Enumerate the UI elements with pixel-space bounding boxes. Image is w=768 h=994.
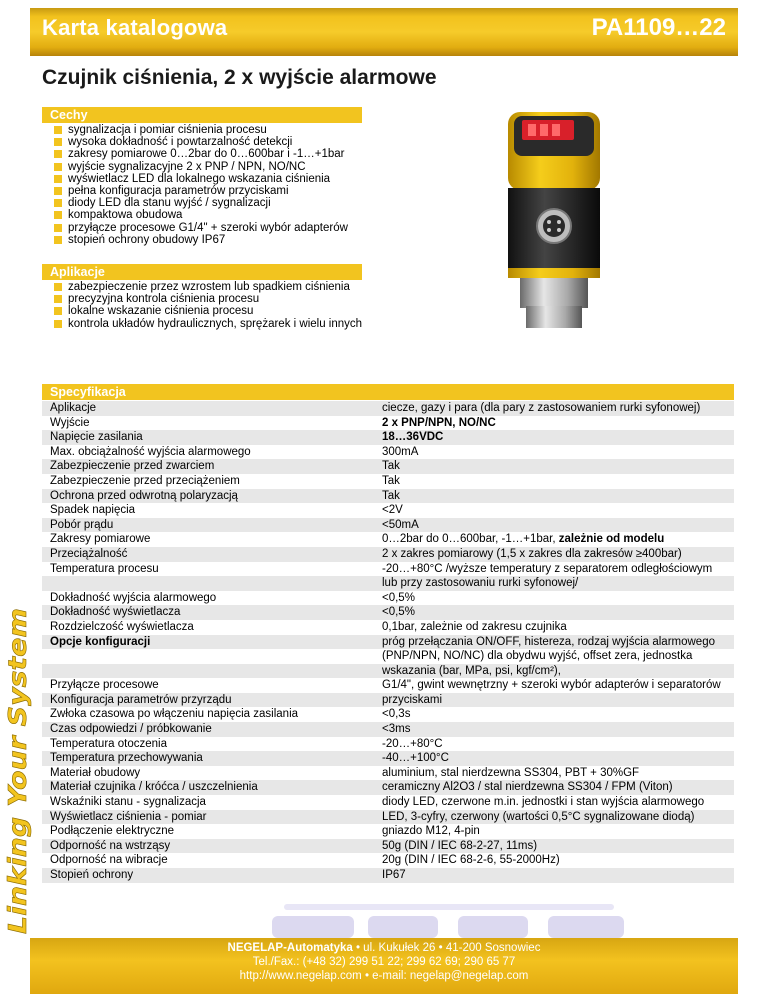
list-item: zakresy pomiarowe 0…2bar do 0…600bar i -1…+1bar: [54, 148, 348, 160]
table-row: [42, 707, 734, 722]
table-row: [42, 810, 734, 825]
spec-label: [42, 649, 374, 664]
spec-label: Temperatura procesu: [42, 562, 374, 577]
spec-label: Napięcie zasilania: [42, 430, 374, 445]
applications-list: [54, 281, 362, 330]
spec-value: <50mA: [374, 518, 734, 533]
spec-value: 0,1bar, zależnie od zakresu czujnika: [374, 620, 734, 635]
table-row: [42, 416, 734, 431]
applications-heading: Aplikacje: [42, 264, 362, 280]
spec-value: -20…+80°C: [374, 737, 734, 752]
spec-label: [42, 576, 374, 591]
table-row: [42, 591, 734, 606]
table-row: [42, 489, 734, 504]
spec-label: Max. obciążalność wyjścia alarmowego: [42, 445, 374, 460]
table-row: [42, 853, 734, 868]
list-item: wysoka dokładność i powtarzalność detekcji: [54, 136, 348, 148]
footer-company: NEGELAP-Automatyka: [227, 942, 353, 954]
footer-phone: Tel./Fax.: (+48 32) 299 51 22; 299 62 69; 290 65 77: [252, 956, 516, 968]
spec-label: Rozdzielczość wyświetlacza: [42, 620, 374, 635]
spec-label: Wyświetlacz ciśnienia - pomiar: [42, 810, 374, 825]
spec-label: Spadek napięcia: [42, 503, 374, 518]
spec-label: Zabezpieczenie przed zwarciem: [42, 459, 374, 474]
table-row: [42, 678, 734, 693]
table-row: [42, 474, 734, 489]
spec-label: Ochrona przed odwrotną polaryzacją: [42, 489, 374, 504]
spec-label: Czas odpowiedzi / próbkowanie: [42, 722, 374, 737]
spec-value: ceramiczny Al2O3 / stal nierdzewna SS304 / FPM (Viton): [374, 780, 734, 795]
list-item: zabezpieczenie przez wzrostem lub spadkiem ciśnienia: [54, 281, 362, 293]
spec-label: Opcje konfiguracji: [42, 635, 374, 650]
spec-label: Odporność na wstrząsy: [42, 839, 374, 854]
spec-label: Zwłoka czasowa po włączeniu napięcia zasilania: [42, 707, 374, 722]
page-title: Czujnik ciśnienia, 2 x wyjście alarmowe: [42, 66, 437, 89]
spec-label: Materiał czujnika / króćca / uszczelnienia: [42, 780, 374, 795]
list-item: przyłącze procesowe G1/4" + szeroki wybór adapterów: [54, 222, 348, 234]
header-model: PA1109…22: [591, 14, 726, 41]
table-row: [42, 824, 734, 839]
spec-value: <0,5%: [374, 591, 734, 606]
spec-label: Przeciążalność: [42, 547, 374, 562]
features-list: [54, 124, 348, 246]
list-item: kompaktowa obudowa: [54, 209, 348, 221]
spec-label: Dokładność wyjścia alarmowego: [42, 591, 374, 606]
spec-label: Podłączenie elektryczne: [42, 824, 374, 839]
spec-value: 0…2bar do 0…600bar, -1…+1bar, zależnie od modelu: [374, 532, 734, 547]
table-row: [42, 430, 734, 445]
spec-value: G1/4", gwint wewnętrzny + szeroki wybór adapterów i separatorów: [374, 678, 734, 693]
spec-label: Stopień ochrony: [42, 868, 374, 883]
table-row: [42, 795, 734, 810]
spec-label: Dokładność wyświetlacza: [42, 605, 374, 620]
table-row: [42, 780, 734, 795]
spec-value: 20g (DIN / IEC 68-2-6, 55-2000Hz): [374, 853, 734, 868]
list-item: precyzyjna kontrola ciśnienia procesu: [54, 293, 362, 305]
list-item: diody LED dla stanu wyjść / sygnalizacji: [54, 197, 348, 209]
table-row: [42, 766, 734, 781]
table-row: [42, 649, 734, 664]
table-row: [42, 401, 734, 416]
list-item: kontrola układów hydraulicznych, sprężarek i wielu innych: [54, 318, 362, 330]
spec-value: wskazania (bar, MPa, psi, kgf/cm²),: [374, 664, 734, 679]
spec-value: przyciskami: [374, 693, 734, 708]
footer: [30, 938, 738, 994]
list-item: stopień ochrony obudowy IP67: [54, 234, 348, 246]
spec-value: 18…36VDC: [374, 430, 734, 445]
spec-value: aluminium, stal nierdzewna SS304, PBT + 30%GF: [374, 766, 734, 781]
spec-value: Tak: [374, 459, 734, 474]
spec-label: [42, 664, 374, 679]
spec-label: Zabezpieczenie przed przeciążeniem: [42, 474, 374, 489]
spec-value: (PNP/NPN, NO/NC) dla obydwu wyjść, offset zera, jednostka: [374, 649, 734, 664]
footer-address: • ul. Kukułek 26 • 41-200 Sosnowiec: [352, 942, 541, 954]
spec-value: 300mA: [374, 445, 734, 460]
spec-value: <0,3s: [374, 707, 734, 722]
table-row: [42, 620, 734, 635]
spec-value: diody LED, czerwone m.in. jednostki i stan wyjścia alarmowego: [374, 795, 734, 810]
spec-value: 2 x zakres pomiarowy (1,5 x zakres dla zakresów ≥400bar): [374, 547, 734, 562]
table-row: [42, 459, 734, 474]
spec-label: Wyjście: [42, 416, 374, 431]
table-row: [42, 445, 734, 460]
spec-label: Aplikacje: [42, 401, 374, 416]
table-row: [42, 868, 734, 883]
list-item: pełna konfiguracja parametrów przyciskami: [54, 185, 348, 197]
spec-label: Przyłącze procesowe: [42, 678, 374, 693]
spec-value: Tak: [374, 489, 734, 504]
list-item: wyświetlacz LED dla lokalnego wskazania ciśnienia: [54, 173, 348, 185]
table-row: [42, 839, 734, 854]
footer-web: http://www.negelap.com • e-mail: negelap@negelap.com: [239, 970, 529, 982]
side-slogan: [3, 606, 32, 936]
table-row: [42, 503, 734, 518]
spec-value: LED, 3-cyfry, czerwony (wartości 0,5°C sygnalizowane diodą): [374, 810, 734, 825]
spec-label: Odporność na wibracje: [42, 853, 374, 868]
watermark-logo: [272, 904, 624, 938]
table-row: [42, 547, 734, 562]
table-row: [42, 664, 734, 679]
list-item: lokalne wskazanie ciśnienia procesu: [54, 305, 362, 317]
spec-label: Temperatura otoczenia: [42, 737, 374, 752]
spec-label: Pobór prądu: [42, 518, 374, 533]
header-title: Karta katalogowa: [42, 15, 228, 40]
spec-label: Temperatura przechowywania: [42, 751, 374, 766]
header: [0, 0, 768, 62]
list-item: sygnalizacja i pomiar ciśnienia procesu: [54, 124, 348, 136]
table-row: [42, 722, 734, 737]
pressure-sensor-image: [492, 108, 616, 332]
features-heading: Cechy: [42, 107, 362, 123]
spec-value: 50g (DIN / IEC 68-2-27, 11ms): [374, 839, 734, 854]
table-row: [42, 562, 734, 577]
spec-value: <2V: [374, 503, 734, 518]
svg-text:Linking Your System: Linking Your System: [3, 647, 32, 934]
table-row: [42, 737, 734, 752]
table-row: [42, 605, 734, 620]
spec-value: 2 x PNP/NPN, NO/NC: [374, 416, 734, 431]
specs-heading: Specyfikacja: [42, 384, 734, 400]
spec-value: <3ms: [374, 722, 734, 737]
table-row: [42, 576, 734, 591]
spec-value: -20…+80°C /wyższe temperatury z separatorem odległościowym: [374, 562, 734, 577]
spec-value: ciecze, gazy i para (dla pary z zastosowaniem rurki syfonowej): [374, 401, 734, 416]
spec-label: Konfiguracja parametrów przyrządu: [42, 693, 374, 708]
table-row: [42, 693, 734, 708]
table-row: [42, 532, 734, 547]
spec-value: próg przełączania ON/OFF, histereza, rodzaj wyjścia alarmowego: [374, 635, 734, 650]
table-row: [42, 751, 734, 766]
footer-line-1: [30, 941, 738, 955]
spec-value: <0,5%: [374, 605, 734, 620]
list-item: wyjście sygnalizacyjne 2 x PNP / NPN, NO/NC: [54, 161, 348, 173]
spec-value: -40…+100°C: [374, 751, 734, 766]
spec-value: Tak: [374, 474, 734, 489]
table-row: [42, 635, 734, 650]
table-row: [42, 518, 734, 533]
specs-table: [42, 401, 734, 883]
spec-label: Wskaźniki stanu - sygnalizacja: [42, 795, 374, 810]
spec-label: Zakresy pomiarowe: [42, 532, 374, 547]
spec-value: gniazdo M12, 4-pin: [374, 824, 734, 839]
spec-value: lub przy zastosowaniu rurki syfonowej/: [374, 576, 734, 591]
spec-label: Materiał obudowy: [42, 766, 374, 781]
spec-value: IP67: [374, 868, 734, 883]
